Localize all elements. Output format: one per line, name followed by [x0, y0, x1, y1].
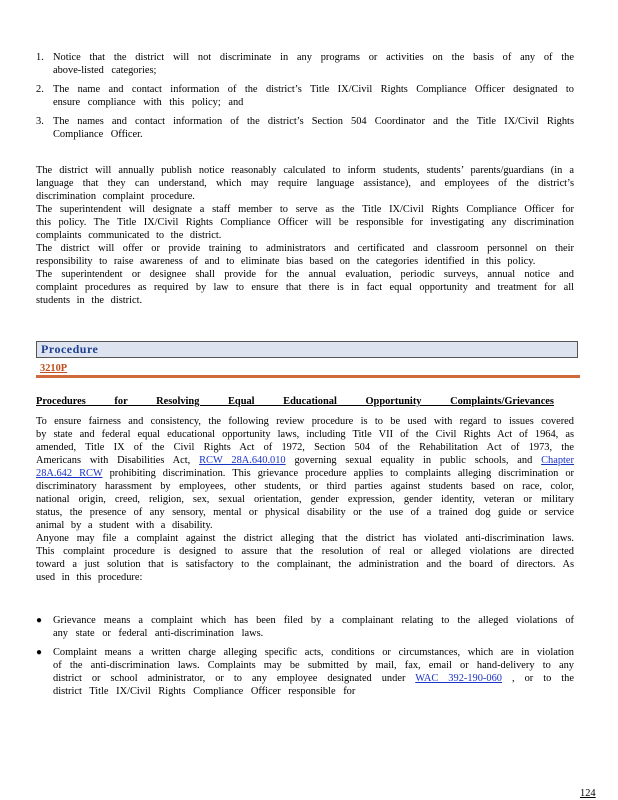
policy-paragraph: The superintendent will designate a staff member to serve as the Title IX/Civil Rights Compliance Officer for this policy. The Title IX/Civil Rights Compliance Officer will be responsible for investigating any discrimination complaints communicated to the district.	[36, 204, 574, 241]
procedure-heading: Procedures for Resolving Equal Educational Opportunity Complaints/Grievances	[36, 396, 554, 407]
intro-text: governing sexual equality in public schools, and	[285, 455, 542, 466]
definition-list	[36, 614, 574, 704]
bullet-icon: ●	[36, 647, 43, 658]
bullet-text-part: Complaint means a written charge alleging specific acts, conditions or circumstances, which are in violation of the anti-discrimination laws. Complaints may be submitted by mail, fax, email or hand-delivery to any district or school administrator, or to any employee designated under	[53, 647, 574, 684]
bullet-text: Grievance means a complaint which has been filed by a complainant relating to the alleged violations of any state or federal anti-discrimination laws.	[53, 615, 574, 639]
policy-text	[36, 164, 574, 307]
list-item	[36, 115, 574, 141]
page-number: 124	[580, 788, 596, 799]
procedure-code: 3210P	[40, 363, 68, 374]
wac-392-190-060-link[interactable]: WAC 392-190-060	[415, 673, 502, 684]
list-text: The name and contact information of the district’s Title IX/Civil Rights Compliance Officer designated to ensure compliance with this policy; and	[53, 84, 574, 108]
list-number: 1.	[36, 52, 44, 63]
intro-text: To ensure fairness and consistency, the following review procedure is to be used with regard to issues covered by state and federal equal educational opportunity laws, including Title VII of the Civil Rights Act of 1964, as amended, Title IX of the Civil Rights Act of 1972, Section 504 of the Rehabilitation Act of 1973, the Americans with Disabilities Act,	[36, 416, 574, 466]
procedure-intro	[36, 415, 574, 532]
bullet-icon: ●	[36, 615, 43, 626]
rcw-28a-640-010-link[interactable]: RCW 28A.640.010	[199, 455, 286, 466]
bullet-text	[53, 646, 574, 698]
list-number: 3.	[36, 116, 44, 127]
notice-list	[36, 51, 574, 147]
chapter-28a-642-rcw-link[interactable]: Chapter 28A.642 RCW	[36, 455, 574, 479]
policy-paragraph: The district will annually publish notice reasonably calculated to inform students, students’ parents/guardians (in a language that they can understand, which may require language assistance), and employees of the district’s discrimination complaint procedure.	[36, 165, 574, 202]
bullet-text-part: , or to the district Title IX/Civil Rights Compliance Officer responsible for	[53, 673, 574, 697]
list-text: Notice that the district will not discriminate in any programs or activities on the basis of any of the above-listed categories;	[53, 52, 574, 76]
list-item	[36, 51, 574, 77]
list-item	[36, 614, 574, 640]
procedure-banner	[36, 341, 578, 358]
policy-paragraph: The district will offer or provide training to administrators and certificated and classroom personnel on their responsibility to raise awareness of and to eliminate bias based on the categories identified in this policy.	[36, 243, 574, 267]
intro-text: prohibiting discrimination. This grievance procedure applies to complaints alleging discrimination or discriminatory harassment by employees, other students, or third parties against students based on race, color, national origin, creed, religion, sex, sexual orientation, gender expression, gender identity, veteran or military status, the presence of any sensory, mental or physical disability or the use of a trained dog guide or service animal by a student with a disability.	[36, 468, 575, 531]
section-divider	[36, 375, 580, 378]
policy-paragraph: The superintendent or designee shall provide for the annual evaluation, periodic surveys, annual notice and complaint procedures as required by law to ensure that there is in fact equal opportunity and treatment for all students in the district.	[36, 269, 574, 306]
list-item	[36, 646, 574, 698]
list-item	[36, 83, 574, 109]
list-text: The names and contact information of the district’s Section 504 Coordinator and the Title IX/Civil Rights Compliance Officer.	[53, 116, 574, 140]
procedure-paragraph: Anyone may file a complaint against the district alleging that the district has violated anti-discrimination laws. This complaint procedure is designed to assure that the resolution of real or alleged violations are directed toward a just solution that is satisfactory to the complainant, the administration and the board of directors. As used in this procedure:	[36, 533, 574, 583]
list-number: 2.	[36, 84, 44, 95]
banner-label: Procedure	[41, 342, 99, 356]
procedure-text	[36, 415, 574, 584]
